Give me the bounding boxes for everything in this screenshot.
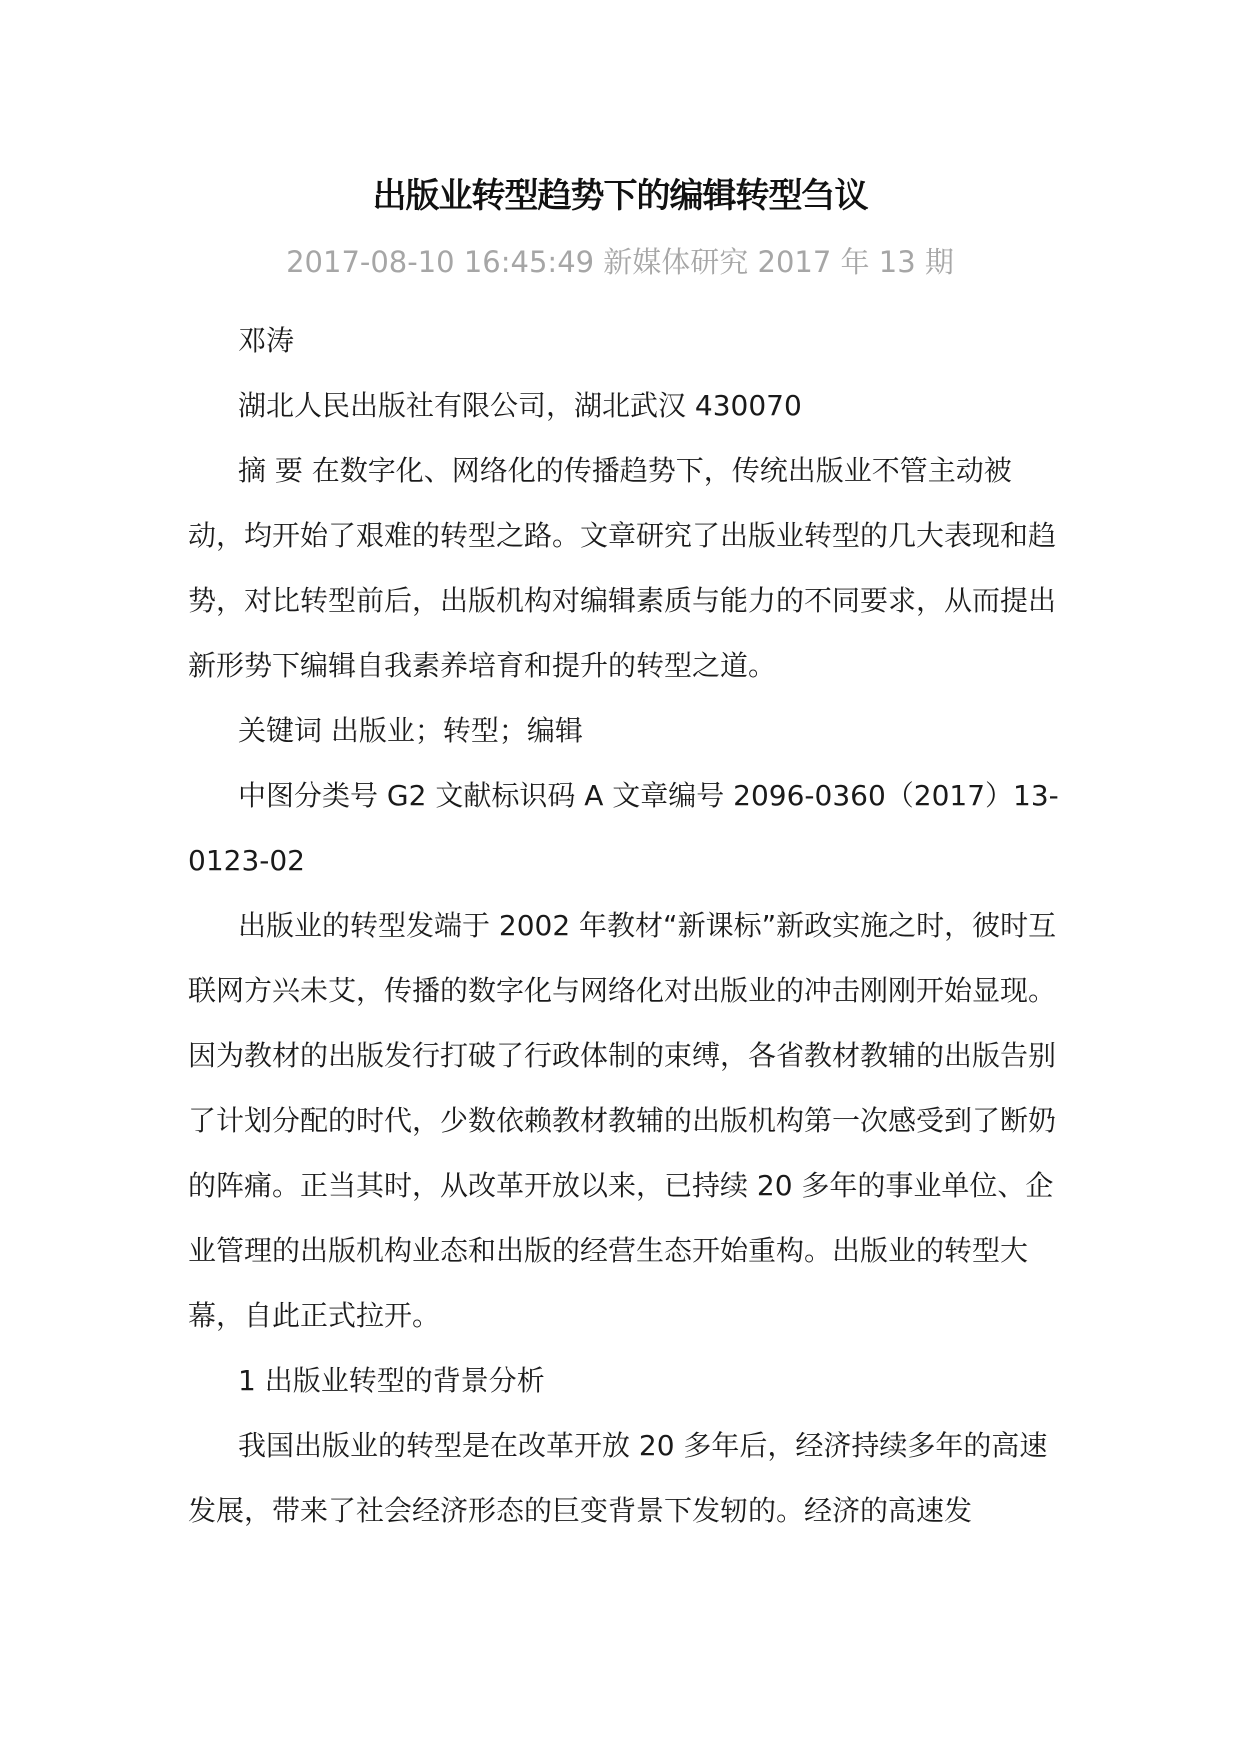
article-meta: 2017-08-10 16:45:49 新媒体研究 2017 年 13 期 xyxy=(286,245,954,279)
article-body xyxy=(188,308,1060,1543)
author-name: 邓涛 xyxy=(238,324,295,357)
body-paragraph: 我国出版业的转型是在改革开放 20 多年后，经济持续多年的高速发展，带来了社会经济形态的巨变背景下发轫的。经济的高速发 xyxy=(188,1429,1048,1527)
body-paragraph: 出版业的转型发端于 2002 年教材“新课标”新政实施之时，彼时互联网方兴未艾，传播的数字化与网络化对出版业的冲击刚刚开始显现。因为教材的出版发行打破了行政体制的束缚，各省教材教辅的出版告别了计划分配的时代，少数依赖教材教辅的出版机构第一次感受到了断奶的阵痛。正当其时，从改革开放以来，已持续 20 多年的事业单位、企业管理的出版机构业态和出版的经营生态开始重构。出版业的转型大幕，自此正式拉开。 xyxy=(188,909,1057,1332)
keywords: 关键词 出版业；转型；编辑 xyxy=(238,714,583,747)
classification-info: 中图分类号 G2 文献标识码 A 文章编号 2096-0360（2017）13-0123-02 xyxy=(188,779,1059,877)
article-title: 出版业转型趋势下的编辑转型刍议 xyxy=(372,176,868,216)
author-affiliation: 湖北人民出版社有限公司，湖北武汉 430070 xyxy=(238,389,802,422)
abstract: 摘 要 在数字化、网络化的传播趋势下，传统出版业不管主动被动，均开始了艰难的转型之路。文章研究了出版业转型的几大表现和趋势，对比转型前后，出版机构对编辑素质与能力的不同要求，从而提出新形势下编辑自我素养培育和提升的转型之道。 xyxy=(188,454,1057,682)
section-heading: 1 出版业转型的背景分析 xyxy=(238,1364,545,1397)
